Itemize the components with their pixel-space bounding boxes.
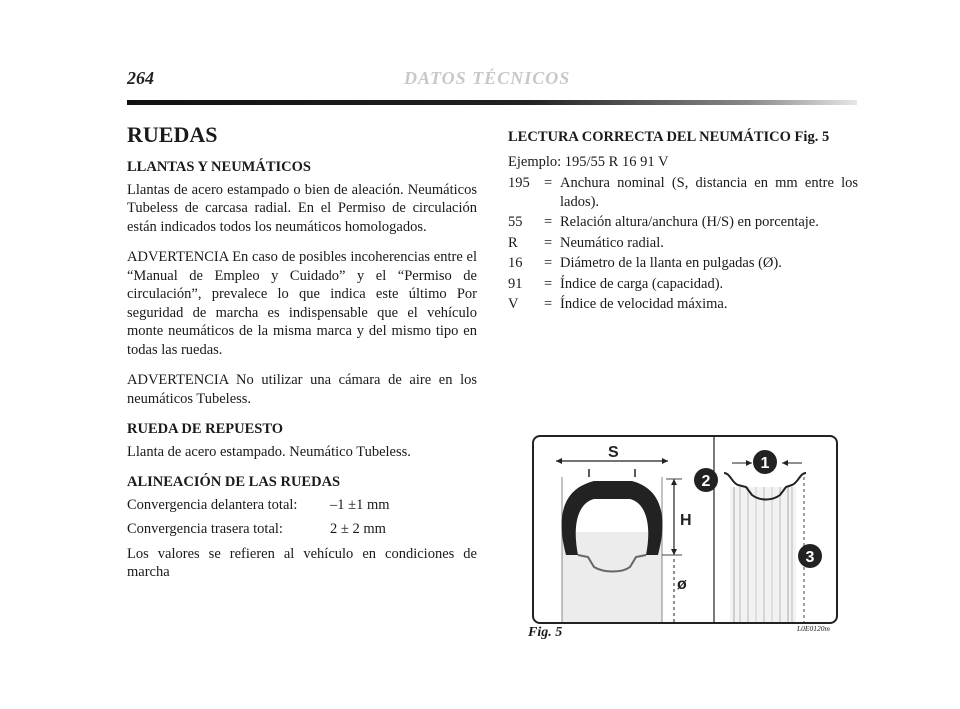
header-rule [127, 100, 857, 105]
rear-convergence [127, 520, 477, 539]
spec-description: Anchura nominal (S, distancia en mm entre los lados). [560, 175, 858, 210]
rims-text: Llantas de acero estampado o bien de aleación. Neumáticos Tubeless de carcasa radial. En el Permiso de circulación están indicados todos los neumáticos homologados. [127, 181, 477, 235]
right-column [508, 128, 858, 316]
spec-code: R [508, 234, 518, 251]
spec-equals: = [544, 234, 553, 251]
spec-list [508, 174, 858, 314]
label-diameter: ø [677, 576, 687, 593]
page-number: 264 [127, 68, 154, 88]
spec-item [508, 213, 858, 232]
spec-item [508, 254, 858, 273]
tyre-diagram [532, 435, 838, 624]
spec-item [508, 295, 858, 314]
tyre-example: Ejemplo: 195/55 R 16 91 V [508, 153, 669, 170]
left-column [127, 122, 477, 594]
alignment-heading: ALINEACIÓN DE LAS RUEDAS [127, 474, 341, 490]
spec-equals: = [544, 175, 553, 191]
page-title: RUEDAS [127, 122, 218, 147]
label-h: H [680, 512, 692, 529]
spec-item [508, 275, 858, 294]
spec-equals: = [544, 255, 553, 271]
conditions-note: Los valores se refieren al vehículo en condiciones de marcha [127, 545, 477, 580]
rim-side-view [724, 473, 806, 622]
warning-paragraph-1: ADVERTENCIA En caso de posibles incoherencias entre el “Manual de Empleo y Cuidado” y el “Permiso de circulación”, prevalece lo que indica este último Por seguridad de marcha es indispensable que el vehículo monte neumáticos de la misma marca y del mismo tipo en todas las ruedas. [127, 249, 477, 358]
figure-code: L0E0120m [797, 624, 830, 633]
warning-paragraph-2: ADVERTENCIA No utilizar una cámara de aire en los neumáticos Tubeless. [127, 372, 477, 407]
callout-3: 3 [805, 549, 815, 566]
spec-item [508, 234, 858, 253]
front-convergence [127, 496, 477, 515]
spec-code: 195 [508, 175, 530, 191]
rear-convergence-label: Convergencia trasera total: [127, 521, 283, 537]
width-ticks [589, 469, 635, 477]
spec-description: Diámetro de la llanta en pulgadas (Ø). [560, 255, 782, 271]
spare-heading: RUEDA DE REPUESTO [127, 421, 284, 437]
spec-description: Índice de carga (capacidad). [560, 275, 724, 292]
tyre-reading-heading: LECTURA CORRECTA DEL NEUMÁTICO Fig. 5 [508, 129, 830, 145]
label-s: S [608, 444, 619, 461]
spec-code: 91 [508, 275, 523, 292]
tyre-diagram-drawing [534, 437, 836, 622]
spec-code: 55 [508, 214, 523, 230]
spare-text: Llanta de acero estampado. Neumático Tubeless. [127, 443, 411, 460]
spec-equals: = [544, 275, 553, 292]
callout-1: 1 [760, 455, 770, 472]
rims-heading: LLANTAS Y NEUMÁTICOS [127, 159, 311, 175]
front-convergence-label: Convergencia delantera total: [127, 496, 298, 513]
callout-2: 2 [701, 473, 711, 490]
spec-item [508, 174, 858, 211]
spec-description: Neumático radial. [560, 234, 664, 251]
front-convergence-value: –1 ±1 mm [330, 496, 390, 513]
wheel-body [562, 532, 662, 622]
spec-description: Relación altura/anchura (H/S) en porcentaje. [560, 214, 819, 230]
spec-code: 16 [508, 255, 523, 271]
figure-caption: Fig. 5 [528, 625, 563, 640]
spec-equals: = [544, 214, 553, 230]
spec-equals: = [544, 296, 553, 312]
rear-convergence-value: 2 ± 2 mm [330, 521, 386, 537]
spec-description: Índice de velocidad máxima. [560, 296, 728, 312]
spec-code: V [508, 296, 519, 312]
section-title: DATOS TÉCNICOS [404, 68, 571, 88]
